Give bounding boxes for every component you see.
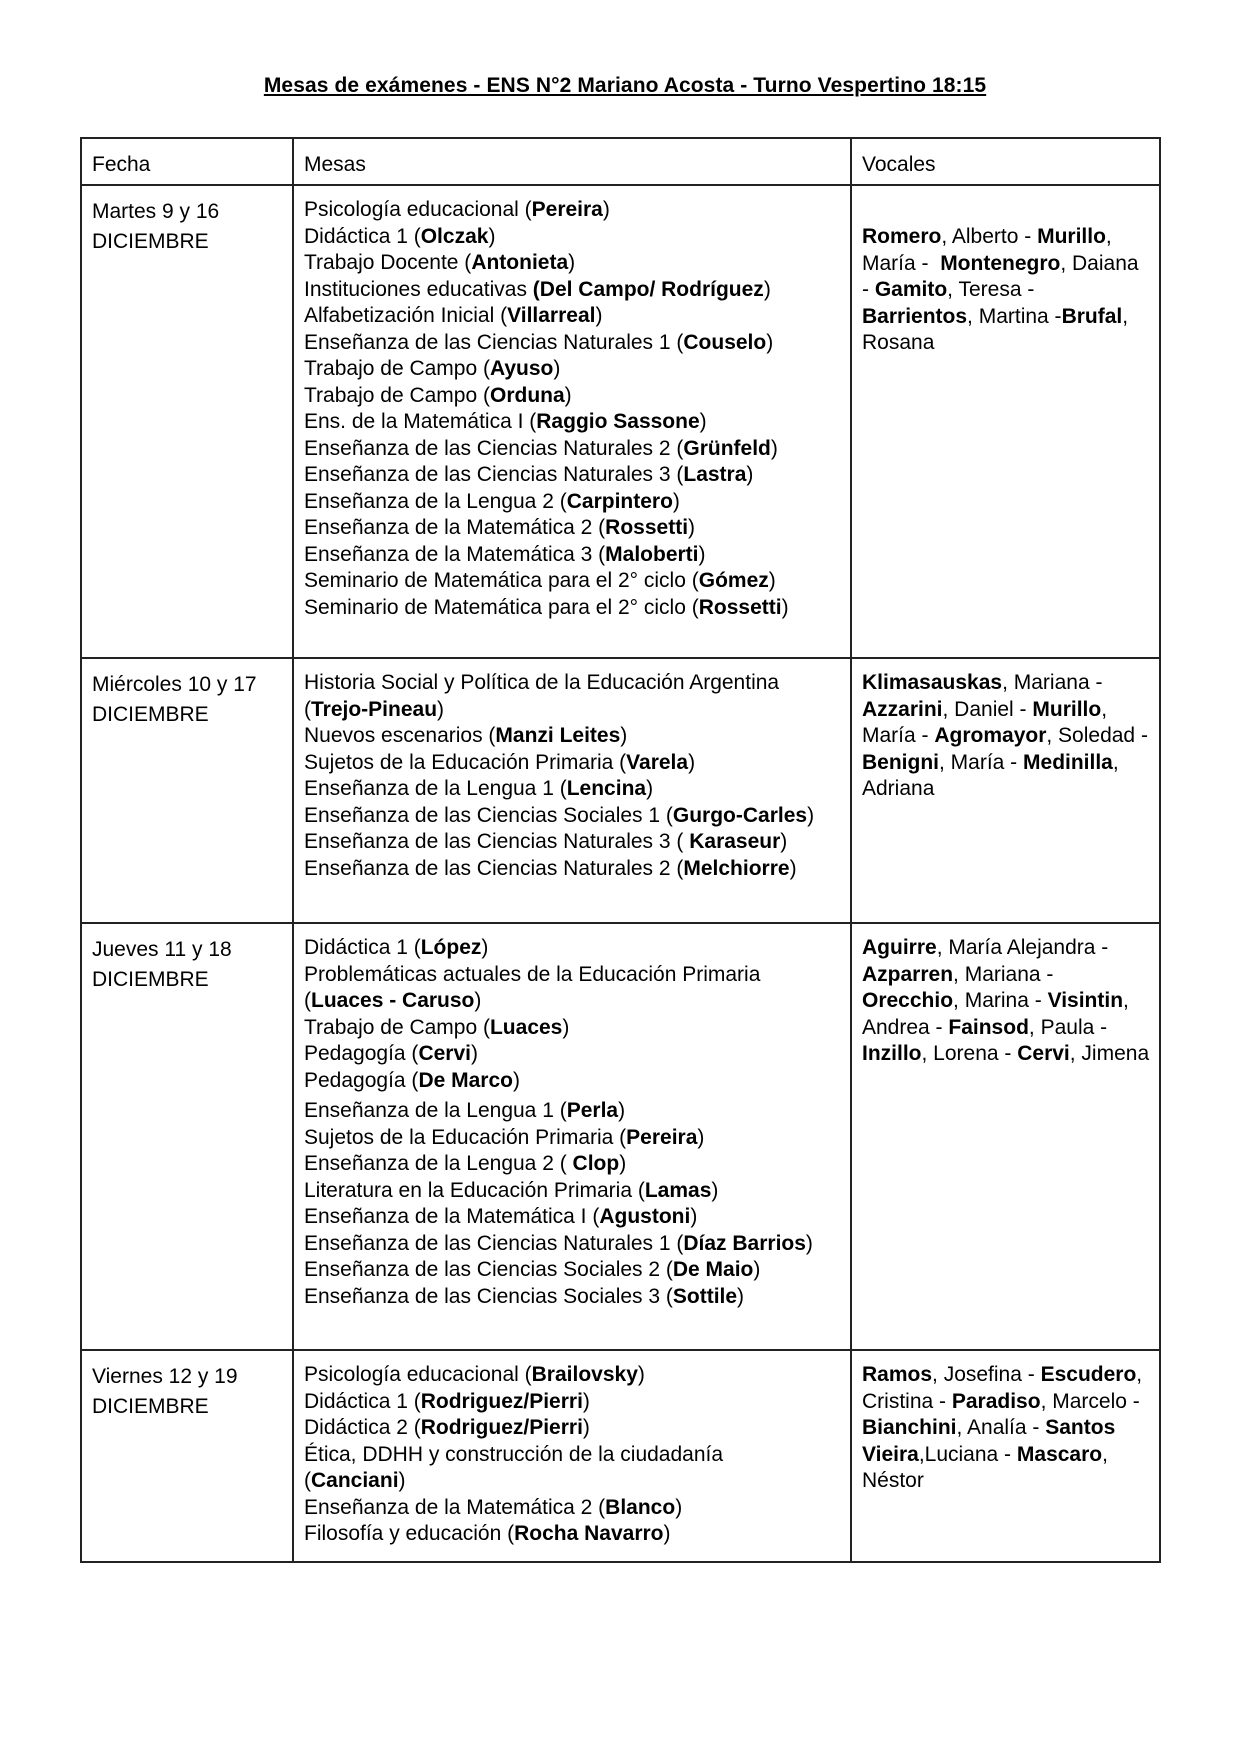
mesa-teacher: Clop [572,1152,620,1175]
vocal-surname: Cervi [1017,1042,1070,1065]
mesa-item [304,1204,840,1231]
mesa-teacher: Varela [626,750,689,774]
vocal-surname: Romero [862,225,942,248]
mesas-cell [293,658,851,923]
mesa-close-paren: ) [711,1178,719,1202]
mesa-item [304,1442,824,1495]
vocal-surname: Orecchio [862,989,954,1012]
vocal-given-name: , Soledad - [1046,724,1154,747]
mesa-close-paren: ) [780,830,788,853]
mesa-close-paren: ) [582,1389,590,1413]
mesa-item [304,462,840,489]
mesa-item [304,515,840,542]
mesa-subject: Enseñanza de las Ciencias Naturales 3 ( [304,463,684,486]
vocales-cell [851,1350,1160,1562]
mesa-close-paren: ) [766,330,774,354]
vocal-given-name: , María - [862,697,1113,747]
mesa-teacher: Ayuso [489,357,554,380]
mesa-subject: Pedagogía ( [304,1042,419,1065]
mesas-cell [293,1350,851,1562]
mesa-item [304,224,840,251]
mesa-item [304,1284,840,1311]
mesa-subject: Trabajo Docente ( [304,251,472,274]
mesa-teacher: Orduna [489,383,565,407]
mesa-teacher: Melchiorre [683,856,790,880]
vocal-given-name: , Mariana - [953,962,1060,986]
mesa-teacher: Cervi [418,1042,471,1065]
vocal-surname: Fainsod [948,1015,1029,1039]
mesa-close-paren: ) [690,1205,698,1228]
mesa-teacher: Luaces - Caruso [311,989,475,1012]
mesa-teacher: Antonieta [471,251,569,274]
mesa-item [304,829,840,856]
mesa-close-paren: ) [564,383,572,407]
mesa-item [304,489,840,516]
mesa-close-paren: ) [737,1284,745,1308]
vocal-surname: Aguirre [862,936,937,959]
mesa-close-paren: ) [688,750,696,774]
mesa-item [304,803,824,830]
vocal-surname: Ramos [862,1363,933,1386]
mesa-subject: Enseñanza de las Ciencias Naturales 2 ( [304,856,684,880]
mesa-subject: Enseñanza de las Ciencias Naturales 1 ( [304,1231,684,1255]
mesa-item [304,383,840,410]
mesa-item [304,1389,840,1416]
vocal-given-name: , Rosana [862,304,1134,354]
mesa-item [304,1015,840,1042]
mesa-close-paren: ) [807,803,815,827]
mesa-close-paren: ) [675,1495,683,1519]
vocal-surname: Inzillo [862,1042,922,1065]
mesa-close-paren: ) [562,1015,570,1039]
mesa-teacher: Grünfeld [683,436,771,460]
mesa-teacher: Perla [566,1099,619,1122]
fecha-cell [81,1350,293,1562]
vocal-given-name: , Josefina - [932,1363,1041,1386]
mesa-close-paren: ) [763,277,771,301]
mesa-subject: Sujetos de la Educación Primaria ( [304,1125,627,1149]
mesa-subject: Enseñanza de las Ciencias Sociales 3 ( [304,1284,673,1308]
mesa-subject: Nuevos escenarios ( [304,724,496,747]
vocal-surname: Brufal [1061,304,1123,328]
vocal-surname: Bianchini [862,1416,957,1439]
mesa-teacher: (Del Campo/ Rodríguez [532,277,764,301]
vocal-surname: Mascaro [1016,1442,1103,1466]
mesa-item [304,595,840,622]
mesa-subject: Enseñanza de la Matemática 2 ( [304,1495,606,1519]
mesa-subject: Enseñanza de las Ciencias Naturales 3 ( [304,830,690,853]
mesa-teacher: Lamas [644,1178,712,1202]
vocal-given-name: , Martina - [967,304,1062,328]
mesa-close-paren: ) [672,489,680,513]
mesa-close-paren: ) [398,1469,406,1492]
mesa-item [304,303,840,330]
mesa-subject: Didáctica 1 ( [304,1389,421,1413]
mesa-teacher: Rodriguez/Pierri [420,1416,583,1439]
vocales-cell [851,658,1160,923]
mesa-item [304,197,840,224]
mesa-item [304,1125,840,1152]
mesa-close-paren: ) [805,1231,813,1255]
mesa-teacher: Rossetti [605,516,689,539]
mesa-close-paren: ) [770,436,778,460]
vocal-surname: Murillo [1037,225,1106,248]
mesa-close-paren: ) [753,1258,761,1281]
vocal-given-name: , Teresa - [947,278,1041,301]
mesa-subject: Enseñanza de las Ciencias Naturales 2 ( [304,436,684,460]
vocales-list [862,670,1154,803]
mesa-subject: Seminario de Matemática para el 2° ciclo ( [304,569,699,592]
mesa-close-paren: ) [768,569,776,592]
vocal-given-name: , Daniel - [942,697,1033,721]
vocal-given-name: , María Alejandra - [936,936,1115,959]
vocal-given-name: , Alberto - [941,225,1038,248]
fecha-month: DICIEMBRE [92,1395,209,1418]
mesa-teacher: Díaz Barrios [683,1231,806,1255]
mesa-teacher: Gómez [698,569,769,592]
mesa-teacher: Karaseur [689,830,781,853]
mesa-item [304,1362,840,1389]
mesa-subject: Didáctica 1 ( [304,936,421,959]
vocales-cell [851,923,1160,1350]
table-row [81,1350,1160,1562]
mesa-subject: Didáctica 2 ( [304,1416,421,1439]
mesa-teacher: Canciani [311,1469,399,1492]
mesa-close-paren: ) [618,1099,626,1122]
vocal-given-name: , Jimena [1069,1042,1150,1065]
mesa-teacher: Brailovsky [531,1363,638,1386]
vocal-given-name: , Adriana [862,750,1124,800]
vocal-given-name: , Daiana - [862,251,1145,301]
mesa-item [304,1257,840,1284]
mesa-close-paren: ) [781,595,789,619]
vocales-list [862,1362,1151,1495]
mesa-subject: Filosofía y educación ( [304,1522,515,1545]
vocal-surname: Montenegro [940,251,1061,275]
mesa-close-paren: ) [620,724,628,747]
mesa-teacher: López [420,936,482,959]
mesa-teacher: Rocha Navarro [514,1522,664,1545]
mesa-teacher: De Marco [418,1068,513,1092]
vocal-given-name: , Andrea - [862,989,1134,1039]
mesa-teacher: Trejo-Pineau [311,697,438,721]
vocales-list [862,224,1151,357]
mesa-teacher: Pereira [531,198,603,221]
mesa-subject: Trabajo de Campo ( [304,1015,490,1039]
fecha-cell [81,923,293,1350]
mesa-subject: Enseñanza de la Lengua 1 ( [304,777,567,800]
vocal-given-name: ,Luciana - [918,1442,1017,1466]
mesa-close-paren: ) [663,1522,671,1545]
mesa-close-paren: ) [688,516,696,539]
mesa-close-paren: ) [746,463,754,486]
vocal-surname: Santos Vieira [862,1416,1116,1466]
fecha-month: DICIEMBRE [92,968,209,991]
mesa-teacher: Blanco [605,1495,676,1519]
mesa-subject: Enseñanza de la Matemática I ( [304,1205,600,1228]
mesa-close-paren: ) [470,1042,478,1065]
mesa-close-paren: ) [582,1416,590,1439]
vocal-surname: Visintin [1047,989,1124,1012]
table-row [81,923,1160,1350]
vocal-given-name: , Marcelo - [1040,1389,1146,1413]
mesa-close-paren: ) [568,251,576,274]
fecha-day: Jueves 11 y 18 [92,938,232,961]
mesa-item [304,1178,840,1205]
mesa-close-paren: ) [789,856,797,880]
mesa-teacher: Villarreal [507,304,596,327]
vocal-given-name: , Néstor [862,1442,1114,1492]
mesa-subject: Historia Social y Política de la Educación Argentina ( [304,671,780,721]
mesa-teacher: Rossetti [698,595,782,619]
mesa-item [304,776,840,803]
mesa-subject: Problemáticas actuales de la Educación Primaria ( [304,962,761,1012]
exam-schedule-table [80,137,1161,1563]
mesa-close-paren: ) [437,697,445,721]
vocal-surname: Barrientos [862,304,968,328]
mesa-teacher: Olczak [420,224,489,248]
mesa-close-paren: ) [619,1152,627,1175]
mesa-close-paren: ) [474,989,482,1012]
mesa-subject: Enseñanza de las Ciencias Sociales 1 ( [304,803,673,827]
mesa-close-paren: ) [512,1068,520,1092]
vocal-given-name: , María - [939,750,1024,774]
mesa-item [304,935,840,962]
mesa-subject: Instituciones educativas [304,277,533,301]
fecha-cell [81,658,293,923]
mesa-item [304,436,840,463]
mesa-item [304,409,840,436]
mesa-item [304,1231,824,1258]
column-header-vocales: Vocales [851,138,1160,185]
vocal-given-name: , María - [862,225,1118,275]
fecha-day: Martes 9 y 16 [92,200,220,223]
mesa-subject: Enseñanza de la Lengua 2 ( [304,1152,573,1175]
vocal-surname: Murillo [1032,697,1102,721]
mesa-subject: Sujetos de la Educación Primaria ( [304,750,627,774]
mesas-cell [293,923,851,1350]
mesas-cell [293,185,851,658]
mesa-subject: Literatura en la Educación Primaria ( [304,1178,645,1202]
mesa-close-paren: ) [699,410,707,433]
vocal-given-name: , Paula - [1028,1015,1113,1039]
mesa-teacher: Raggio Sassone [536,410,700,433]
mesa-subject: Enseñanza de la Matemática 2 ( [304,516,606,539]
mesa-item [304,1098,840,1125]
mesa-subject: Enseñanza de la Lengua 2 ( [304,489,567,513]
mesa-teacher: De Maio [672,1258,754,1281]
mesa-item [304,542,840,569]
mesa-item [304,1415,840,1442]
mesa-item [304,250,840,277]
vocal-given-name: , Lorena - [921,1042,1018,1065]
vocales-list [862,935,1151,1068]
mesa-subject: Trabajo de Campo ( [304,383,490,407]
mesa-teacher: Couselo [683,330,767,354]
mesa-teacher: Lencina [566,777,647,800]
mesa-close-paren: ) [697,1125,705,1149]
vocal-surname: Agromayor [934,724,1047,747]
mesa-close-paren: ) [488,224,496,248]
vocal-surname: Medinilla [1023,750,1113,774]
mesa-item [304,356,840,383]
mesa-subject: Psicología educacional ( [304,198,532,221]
mesa-subject: Pedagogía ( [304,1068,419,1092]
mesa-item [304,568,840,595]
fecha-day: Viernes 12 y 19 [92,1365,238,1388]
mesa-close-paren: ) [481,936,489,959]
vocales-cell [851,185,1160,658]
mesa-item [304,277,840,304]
mesa-item [304,723,840,750]
mesa-item [304,750,840,777]
mesa-teacher: Agustoni [599,1205,691,1228]
mesa-item [304,856,840,883]
mesa-teacher: Lastra [683,463,747,486]
fecha-cell [81,185,293,658]
table-header-row [81,138,1160,185]
mesa-close-paren: ) [698,542,706,566]
mesa-teacher: Luaces [489,1015,563,1039]
vocal-surname: Azparren [862,962,954,986]
vocal-surname: Klimasauskas [862,671,1003,694]
vocal-given-name: , Analía - [956,1416,1046,1439]
mesa-item [304,1068,840,1095]
table-row [81,658,1160,923]
fecha-month: DICIEMBRE [92,230,209,253]
mesa-subject: Enseñanza de la Matemática 3 ( [304,542,606,566]
mesa-close-paren: ) [637,1363,645,1386]
vocal-given-name: , Marina - [953,989,1048,1012]
fecha-month: DICIEMBRE [92,703,209,726]
mesa-close-paren: ) [553,357,561,380]
mesa-subject: Alfabetización Inicial ( [304,304,508,327]
vocal-surname: Escudero [1040,1363,1137,1386]
mesa-teacher: Gurgo-Carles [672,803,808,827]
vocal-given-name: , Mariana - [1002,671,1109,694]
mesa-teacher: Pereira [626,1125,698,1149]
mesa-subject: Ética, DDHH y construcción de la ciudadanía ( [304,1442,724,1492]
mesa-teacher: Rodriguez/Pierri [420,1389,583,1413]
mesa-close-paren: ) [646,777,654,800]
mesa-subject: Seminario de Matemática para el 2° ciclo ( [304,595,699,619]
mesa-item [304,962,824,1015]
mesa-item [304,1521,840,1548]
mesa-teacher: Maloberti [605,542,699,566]
vocal-surname: Gamito [874,278,948,301]
mesa-subject: Trabajo de Campo ( [304,357,490,380]
mesa-close-paren: ) [595,304,603,327]
mesa-teacher: Sottile [672,1284,738,1308]
mesa-item [304,330,840,357]
vocal-surname: Benigni [862,750,939,774]
mesa-subject: Enseñanza de las Ciencias Sociales 2 ( [304,1258,673,1281]
mesa-item [304,1041,840,1068]
vocal-surname: Paradiso [951,1389,1041,1413]
mesa-subject: Ens. de la Matemática I ( [304,410,537,433]
mesa-subject: Enseñanza de la Lengua 1 ( [304,1099,567,1122]
column-header-mesas: Mesas [293,138,851,185]
vocal-surname: Azzarini [862,697,943,721]
column-header-fecha: Fecha [81,138,293,185]
table-row [81,185,1160,658]
mesa-item [304,1151,840,1178]
mesa-close-paren: ) [602,198,610,221]
mesa-subject: Enseñanza de las Ciencias Naturales 1 ( [304,330,684,354]
mesa-item [304,1495,840,1522]
document-title: Mesas de exámenes - ENS N°2 Mariano Acosta - Turno Vespertino 18:15 [263,74,987,97]
mesa-teacher: Manzi Leites [495,724,621,747]
mesa-item [304,670,824,723]
mesa-teacher: Carpintero [566,489,673,513]
mesa-subject: Psicología educacional ( [304,1363,532,1386]
vocal-given-name: , Cristina - [862,1363,1148,1413]
fecha-day: Miércoles 10 y 17 [92,673,257,696]
mesa-subject: Didáctica 1 ( [304,224,421,248]
